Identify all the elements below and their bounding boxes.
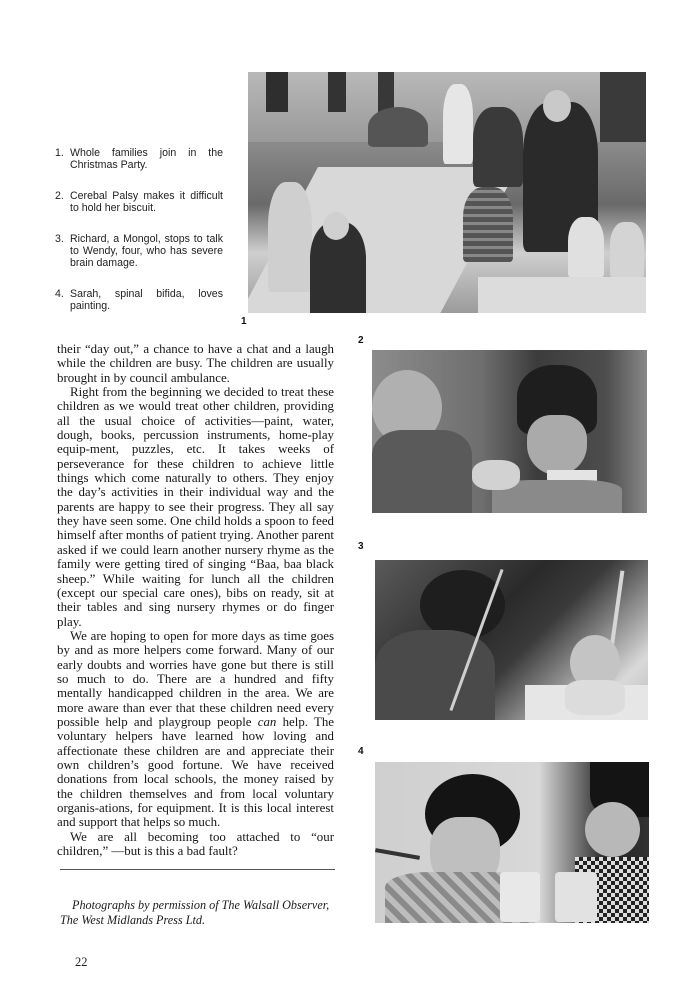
- caption-text: Cerebal Palsy makes it difficult to hold her biscuit.: [70, 190, 223, 214]
- caption-item: [55, 288, 223, 312]
- caption-text: Sarah, spinal bifida, loves painting.: [70, 288, 223, 312]
- body-paragraph: Right from the beginning we decided to treat these children as we would treat other children, providing all the usual choice of activities—paint, water, dough, books, percussion instruments, home-play equip-ment, puzzles, etc. It takes weeks of perseverance for these children to achieve little things which come naturally to others. They enjoy the day’s activities in their individual way and the parents are happy to see their progress. They all say they have seen some. One child holds a spoon to feed himself after months of patient trying. Another parent asked if we could learn another nursery rhyme as the family were getting tired of singing “Baa, baa black sheep.” While waiting for lunch all the children (except our special care ones), bibs on ready, sit at their tables and sing nursery rhymes or do finger play.: [57, 385, 334, 629]
- body-paragraph: their “day out,” a chance to have a chat and a laugh while the children are busy. The children are usually brought in by council ambulance.: [57, 342, 334, 385]
- caption-item: [55, 190, 223, 214]
- caption-number: 3.: [55, 233, 64, 245]
- caption-item: [55, 147, 223, 171]
- photo-credit: [60, 898, 350, 928]
- photo-label-1: 1: [241, 316, 247, 327]
- photo-label-3: 3: [358, 541, 364, 552]
- body-paragraph: [57, 629, 334, 830]
- paragraph-text: We are hoping to open for more days as time goes by and as more helpers come forward. Many of our early doubts and worries have gone but there is still so much to do. There are a hundred and fifty mentally handicapped children in the area. We are more aware than ever that these children need every possible help and playgroup people: [57, 628, 334, 729]
- photo-christmas-party: [248, 72, 646, 313]
- credit-line-2: The West Midlands Press Ltd.: [60, 913, 206, 927]
- caption-item: [55, 233, 223, 269]
- divider-rule: [60, 869, 335, 870]
- photo-captions: [55, 147, 223, 331]
- photo-sarah-painting: [375, 762, 649, 923]
- article-body: [57, 342, 334, 858]
- credit-line-1: Photographs by permission of The Walsall Observer,: [72, 898, 330, 912]
- photo-label-2: 2: [358, 335, 364, 346]
- photo-girl-with-biscuit: [372, 350, 647, 513]
- paragraph-text: help. The voluntary helpers have learned how loving and affectionate these children are and appreciate their own children’s good fortune. We have received donations from local schools, the money raised by the children themselves and from local voluntary organis-ations, for equipment. It is this local interest and support that helps so much.: [57, 714, 334, 830]
- body-paragraph: We are all becoming too attached to “our children,” —but is this a bad fault?: [57, 829, 334, 859]
- page-number: 22: [75, 955, 88, 969]
- caption-text: Richard, a Mongol, stops to talk to Wendy, four, who has severe brain damage.: [70, 233, 223, 269]
- photo-label-4: 4: [358, 746, 364, 757]
- caption-number: 1.: [55, 147, 64, 159]
- emphasis-text: can: [257, 714, 277, 729]
- caption-number: 2.: [55, 190, 64, 202]
- photo-richard-and-wendy: [375, 560, 648, 720]
- caption-number: 4.: [55, 288, 64, 300]
- caption-text: Whole families join in the Christmas Party.: [70, 147, 223, 171]
